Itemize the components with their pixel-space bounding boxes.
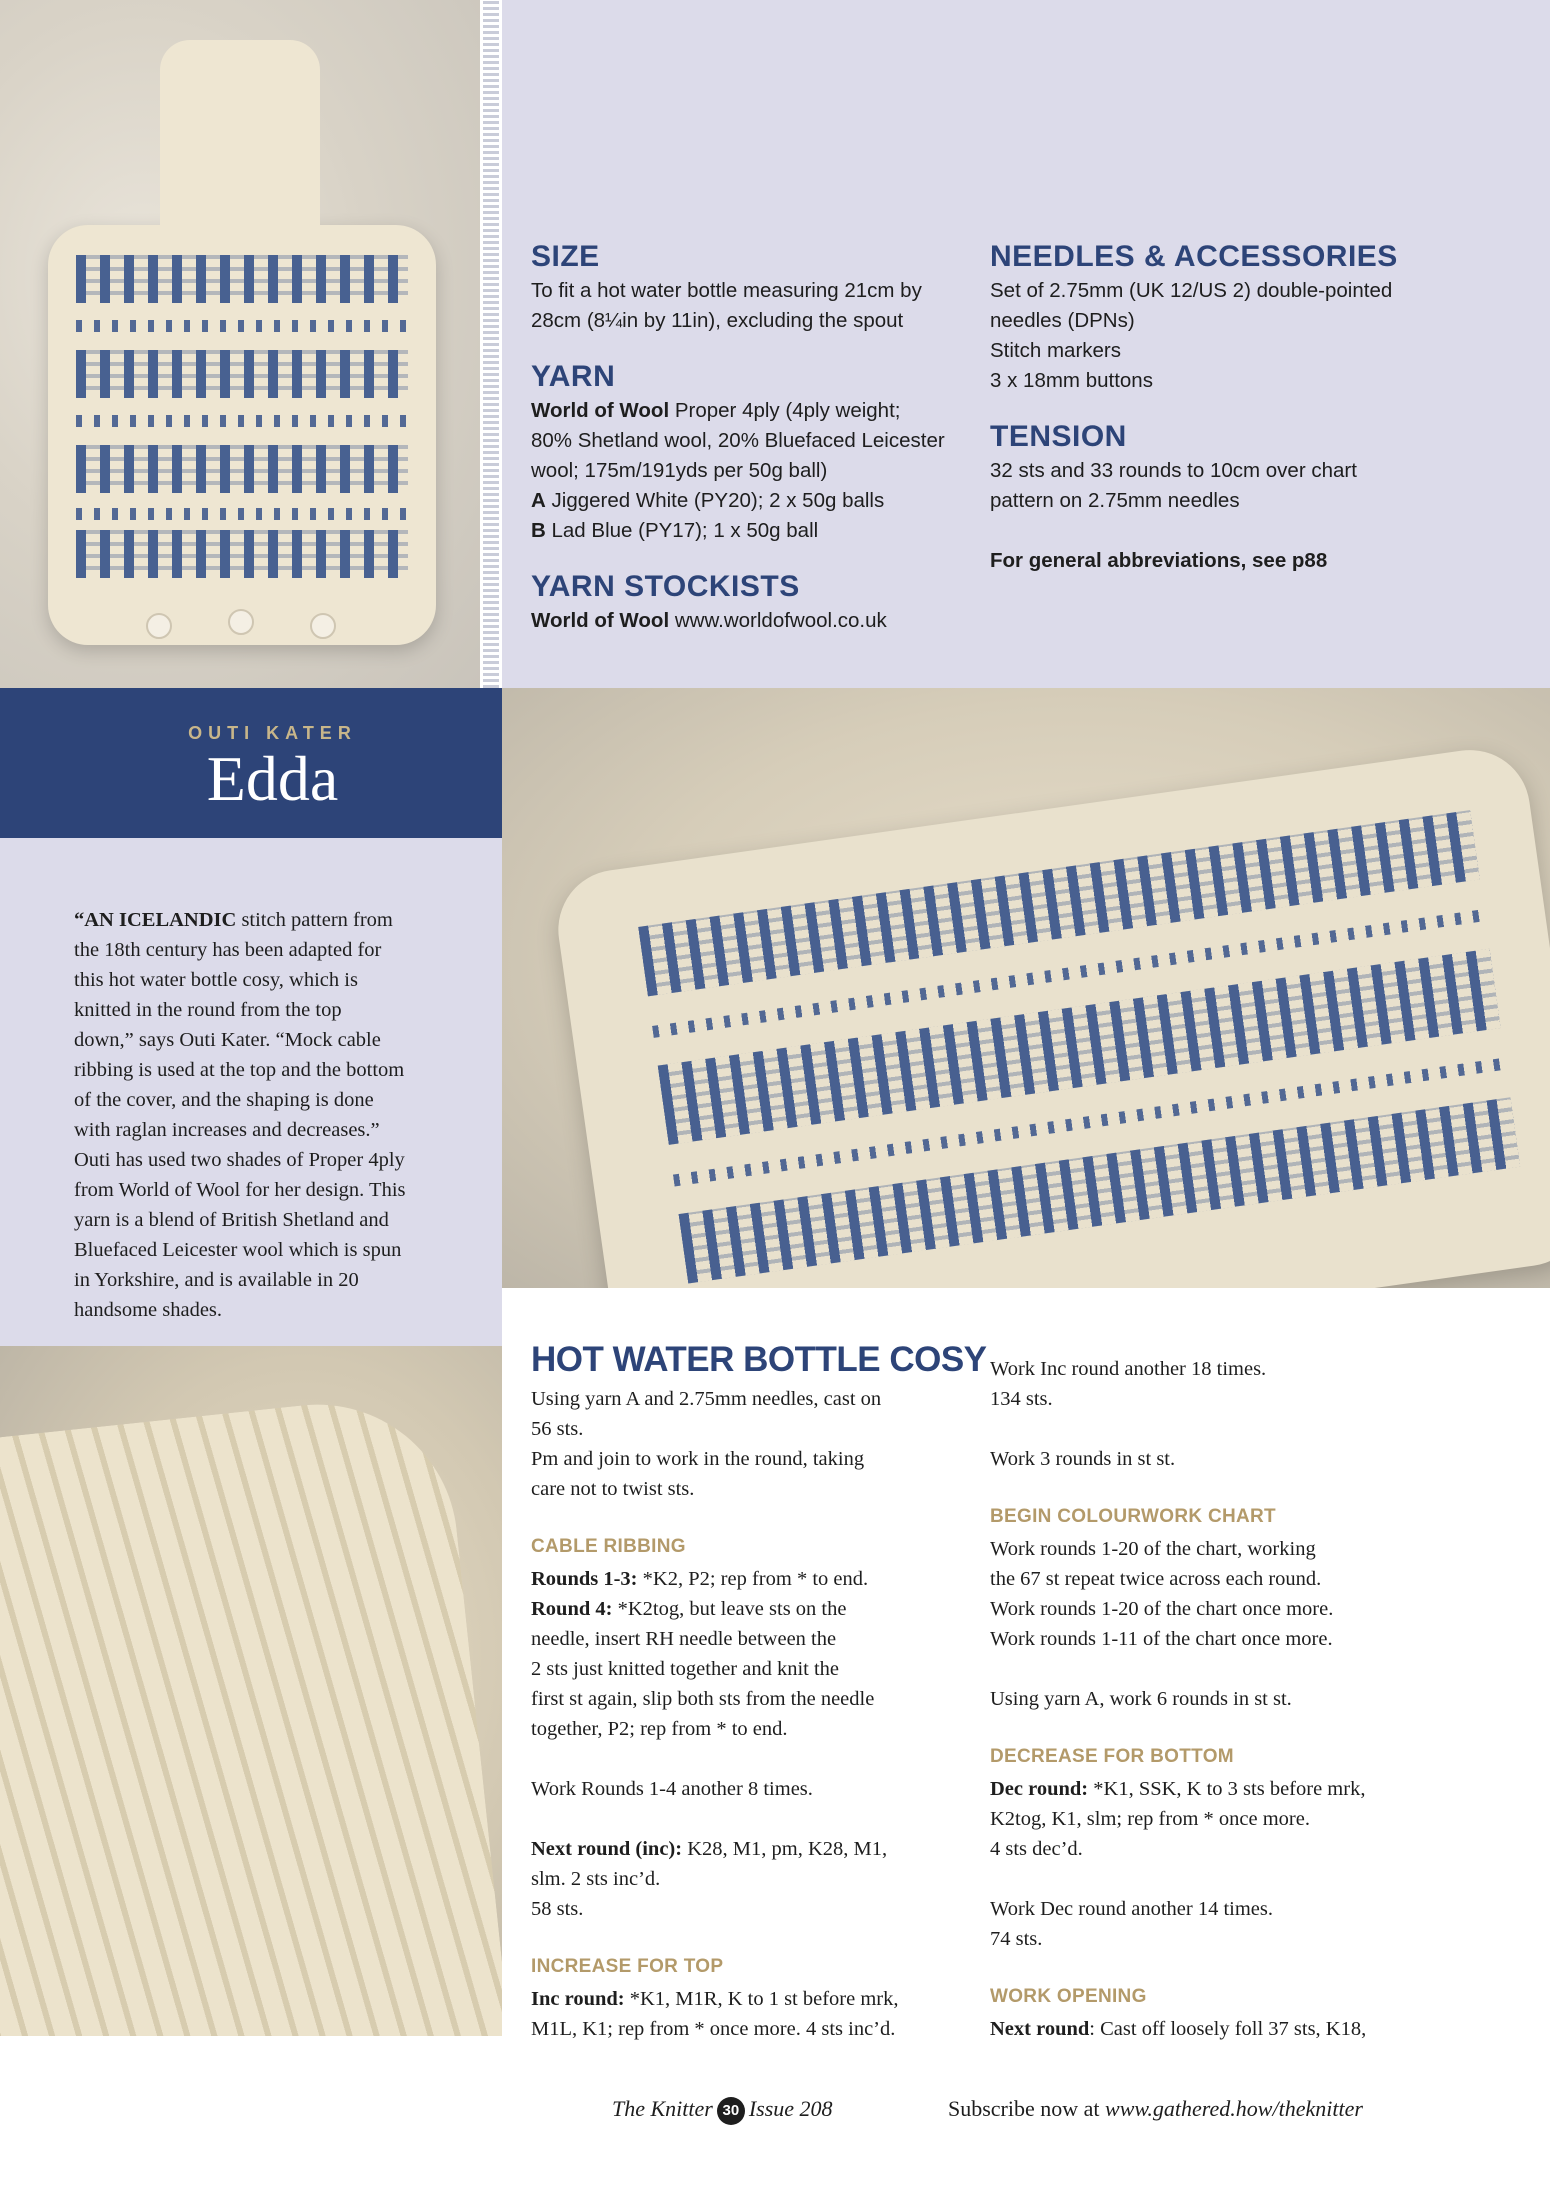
intro-line: ribbing is used at the top and the bottom xyxy=(74,1059,405,1081)
pattern-line: Work Dec round another 14 times. xyxy=(990,1898,1273,1920)
tension-line-2: pattern on 2.75mm needles xyxy=(990,489,1240,512)
intro-line: with raglan increases and decreases.” xyxy=(74,1119,380,1141)
work-opening-heading: WORK OPENING xyxy=(990,1986,1147,2007)
needles-line-1: Set of 2.75mm (UK 12/US 2) double-pointed xyxy=(990,279,1393,302)
magazine-name: The Knitter xyxy=(612,2096,713,2121)
size-heading: SIZE xyxy=(531,240,600,273)
abbreviations-note: For general abbreviations, see p88 xyxy=(990,549,1328,572)
yarn-a: A Jiggered White (PY20); 2 x 50g balls xyxy=(531,489,885,512)
photo-cable-ribbing-detail xyxy=(0,1346,502,2036)
pattern-line: Work rounds 1-20 of the chart, working xyxy=(990,1538,1316,1560)
intro-line: Outi has used two shades of Proper 4ply xyxy=(74,1149,405,1171)
issue-number: Issue 208 xyxy=(748,2096,833,2121)
yarn-line-2: 80% Shetland wool, 20% Bluefaced Leicester xyxy=(531,429,945,452)
increase-heading: INCREASE FOR TOP xyxy=(531,1956,724,1977)
footer-magazine xyxy=(612,2096,833,2125)
yarn-line-3: wool; 175m/191yds per 50g ball) xyxy=(531,459,828,482)
pattern-line: Work 3 rounds in st st. xyxy=(990,1448,1176,1470)
intro-line: this hot water bottle cosy, which is xyxy=(74,969,358,991)
footer-subscribe: Subscribe now at www.gathered.how/theknitter xyxy=(948,2096,1363,2121)
designer-name: OUTI KATER xyxy=(188,723,357,743)
hot-water-bottle-illustration xyxy=(48,225,436,645)
dec-round: Dec round: *K1, SSK, K to 3 sts before mrk, xyxy=(990,1778,1366,1800)
tension-heading: TENSION xyxy=(990,420,1127,453)
needles-line-4: 3 x 18mm buttons xyxy=(990,369,1153,392)
intro-line: Bluefaced Leicester wool which is spun xyxy=(74,1239,402,1261)
yarn-heading: YARN xyxy=(531,360,616,393)
size-line-1: To fit a hot water bottle measuring 21cm by xyxy=(531,279,922,302)
photo-bottle-cosy-top xyxy=(0,0,480,688)
pattern-line: first st again, slip both sts from the needle xyxy=(531,1688,875,1710)
pattern-line: Work Rounds 1-4 another 8 times. xyxy=(531,1778,813,1800)
pattern-line: Pm and join to work in the round, taking xyxy=(531,1448,865,1470)
intro-line-1: “AN ICELANDIC stitch pattern from xyxy=(74,909,393,931)
pattern-section-title: HOT WATER BOTTLE COSY xyxy=(531,1340,987,1379)
stockists-line: World of Wool www.worldofwool.co.uk xyxy=(531,609,887,632)
next-round-inc: Next round (inc): K28, M1, pm, K28, M1, xyxy=(531,1838,888,1860)
pattern-line: Using yarn A, work 6 rounds in st st. xyxy=(990,1688,1292,1710)
intro-line: down,” says Outi Kater. “Mock cable xyxy=(74,1029,381,1051)
pattern-line: 4 sts dec’d. xyxy=(990,1838,1083,1860)
page-edge-zigzag xyxy=(483,0,499,688)
intro-line: of the cover, and the shaping is done xyxy=(74,1089,374,1111)
pattern-line: Work rounds 1-20 of the chart once more. xyxy=(990,1598,1334,1620)
decrease-heading: DECREASE FOR BOTTOM xyxy=(990,1746,1234,1767)
pattern-line: needle, insert RH needle between the xyxy=(531,1628,837,1650)
pattern-line: care not to twist sts. xyxy=(531,1478,695,1500)
needles-line-2: needles (DPNs) xyxy=(990,309,1135,332)
photo-bottle-cosy-closeup xyxy=(502,688,1550,1288)
pattern-line: together, P2; rep from * to end. xyxy=(531,1718,788,1740)
cable-ribbing-heading: CABLE RIBBING xyxy=(531,1536,686,1557)
yarn-b: B Lad Blue (PY17); 1 x 50g ball xyxy=(531,519,819,542)
intro-line: yarn is a blend of British Shetland and xyxy=(74,1209,389,1231)
pattern-line: 58 sts. xyxy=(531,1898,584,1920)
needles-heading: NEEDLES & ACCESSORIES xyxy=(990,240,1398,273)
pattern-line: K2tog, K1, slm; rep from * once more. xyxy=(990,1808,1310,1830)
pattern-line: 74 sts. xyxy=(990,1928,1043,1950)
round-4: Round 4: *K2tog, but leave sts on the xyxy=(531,1598,847,1620)
intro-line: handsome shades. xyxy=(74,1299,223,1321)
pattern-line: slm. 2 sts inc’d. xyxy=(531,1868,661,1890)
size-line-2: 28cm (8¼in by 11in), excluding the spout xyxy=(531,309,904,332)
pattern-line: Work Inc round another 18 times. xyxy=(990,1358,1267,1380)
page-number: 30 xyxy=(717,2097,745,2125)
pattern-title: Edda xyxy=(206,743,339,814)
needles-line-3: Stitch markers xyxy=(990,339,1121,362)
pattern-line: the 67 st repeat twice across each round. xyxy=(990,1568,1322,1590)
pattern-line: Using yarn A and 2.75mm needles, cast on xyxy=(531,1388,882,1410)
next-round-opening: Next round: Cast off loosely foll 37 sts, K18, xyxy=(990,2018,1367,2040)
intro-line: from World of Wool for her design. This xyxy=(74,1179,406,1201)
subscribe-link[interactable]: www.gathered.how/theknitter xyxy=(1105,2096,1363,2121)
rounds-1-3: Rounds 1-3: *K2, P2; rep from * to end. xyxy=(531,1568,869,1590)
yarn-line-1: World of Wool Proper 4ply (4ply weight; xyxy=(531,399,901,422)
intro-line: the 18th century has been adapted for xyxy=(74,939,382,961)
intro-line: knitted in the round from the top xyxy=(74,999,342,1021)
pattern-line: 56 sts. xyxy=(531,1418,584,1440)
pattern-line: M1L, K1; rep from * once more. 4 sts inc’d. xyxy=(531,2018,896,2040)
stockists-heading: YARN STOCKISTS xyxy=(531,570,800,603)
colourwork-heading: BEGIN COLOURWORK CHART xyxy=(990,1506,1276,1527)
pattern-line: 2 sts just knitted together and knit the xyxy=(531,1658,840,1680)
pattern-line: Work rounds 1-11 of the chart once more. xyxy=(990,1628,1333,1650)
pattern-line: 134 sts. xyxy=(990,1388,1053,1410)
tension-line-1: 32 sts and 33 rounds to 10cm over chart xyxy=(990,459,1357,482)
intro-paragraph xyxy=(74,905,474,1325)
inc-round: Inc round: *K1, M1R, K to 1 st before mrk, xyxy=(531,1988,899,2010)
intro-line: in Yorkshire, and is available in 20 xyxy=(74,1269,359,1291)
